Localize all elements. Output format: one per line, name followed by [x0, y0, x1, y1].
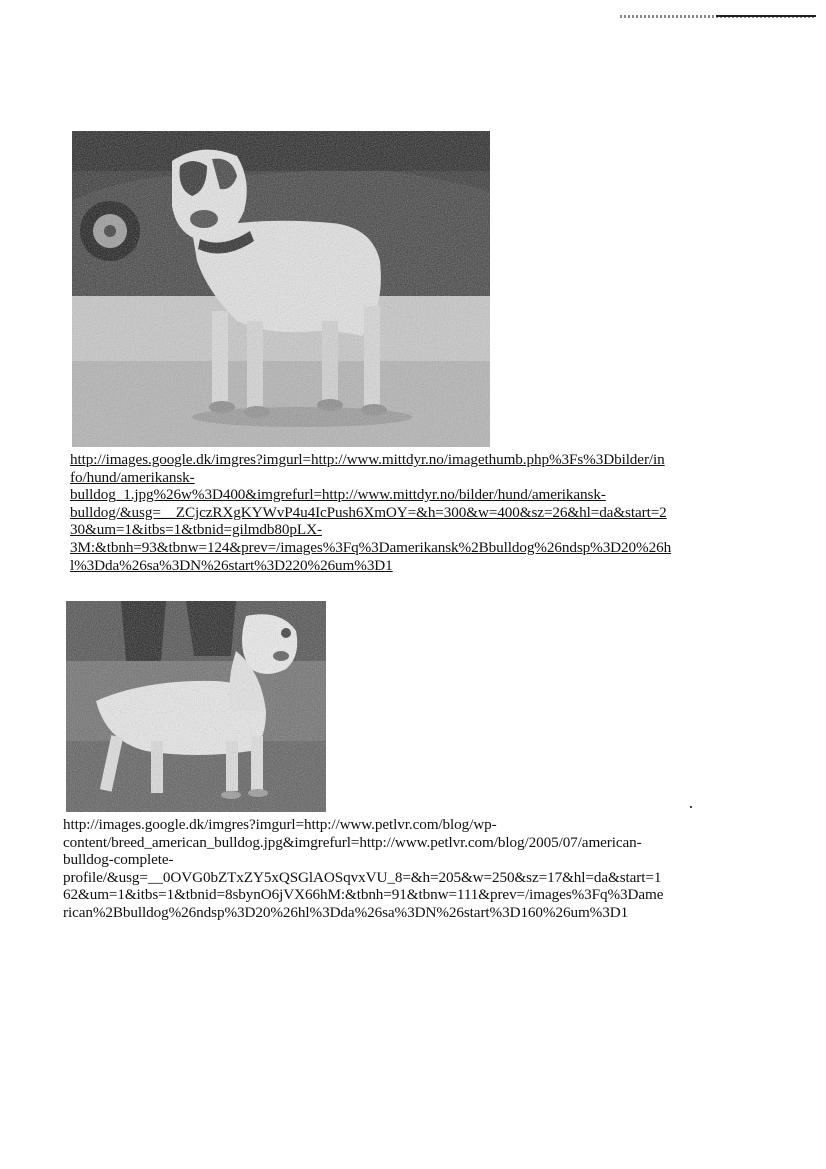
url-line: 30&um=1&itbs=1&tbnid=gilmdb80pLX-	[70, 521, 322, 539]
url-line: rican%2Bbulldog%26ndsp%3D20%26hl%3Dda%26sa%3DN%26start%3D160%26um%3D1	[63, 903, 629, 921]
bulldog-photo-2	[66, 601, 326, 812]
url-line: http://images.google.dk/imgres?imgurl=http://www.petlvr.com/blog/wp-	[63, 816, 497, 833]
bulldog-photo-1-image	[72, 131, 490, 447]
url-line: http://images.google.dk/imgres?imgurl=http://www.mittdyr.no/imagethumb.php%3Fs%3Dbilder/in	[70, 451, 665, 468]
image-source-url-2[interactable]	[63, 816, 735, 922]
url-line: content/breed_american_bulldog.jpg&imgrefurl=http://www.petlvr.com/blog/2005/07/american-	[63, 833, 642, 851]
bulldog-photo-1	[72, 131, 490, 447]
bulldog-photo-2-image	[66, 601, 326, 812]
url-line: 62&um=1&itbs=1&tbnid=8sbynO6jVX66hM:&tbnh=91&tbnw=111&prev=/images%3Fq%3Dame	[63, 886, 664, 904]
url-line: fo/hund/amerikansk-	[70, 468, 195, 486]
url-line: bulldog_1.jpg%26w%3D400&imgrefurl=http://www.mittdyr.no/bilder/hund/amerikansk-	[70, 486, 606, 504]
url-line: l%3Dda%26sa%3DN%26start%3D220%26um%3D1	[70, 556, 393, 574]
url-line: profile/&usg=__0OVG0bZTxZY5xQSGlAOSqvxVU_8=&h=205&w=250&sz=17&hl=da&start=1	[63, 868, 662, 886]
url-line: 3M:&tbnh=93&tbnw=124&prev=/images%3Fq%3Damerikansk%2Bbulldog%26ndsp%3D20%26h	[70, 538, 672, 556]
url-line: bulldog/&usg=__ZCjczRXgKYWvP4u4IcPush6XmOY=&h=300&w=400&sz=26&hl=da&start=2	[70, 503, 667, 521]
scan-edge-mark	[620, 15, 816, 18]
image-source-url-1[interactable]	[70, 451, 738, 574]
scan-speck	[690, 806, 692, 808]
url-line: bulldog-complete-	[63, 851, 174, 869]
